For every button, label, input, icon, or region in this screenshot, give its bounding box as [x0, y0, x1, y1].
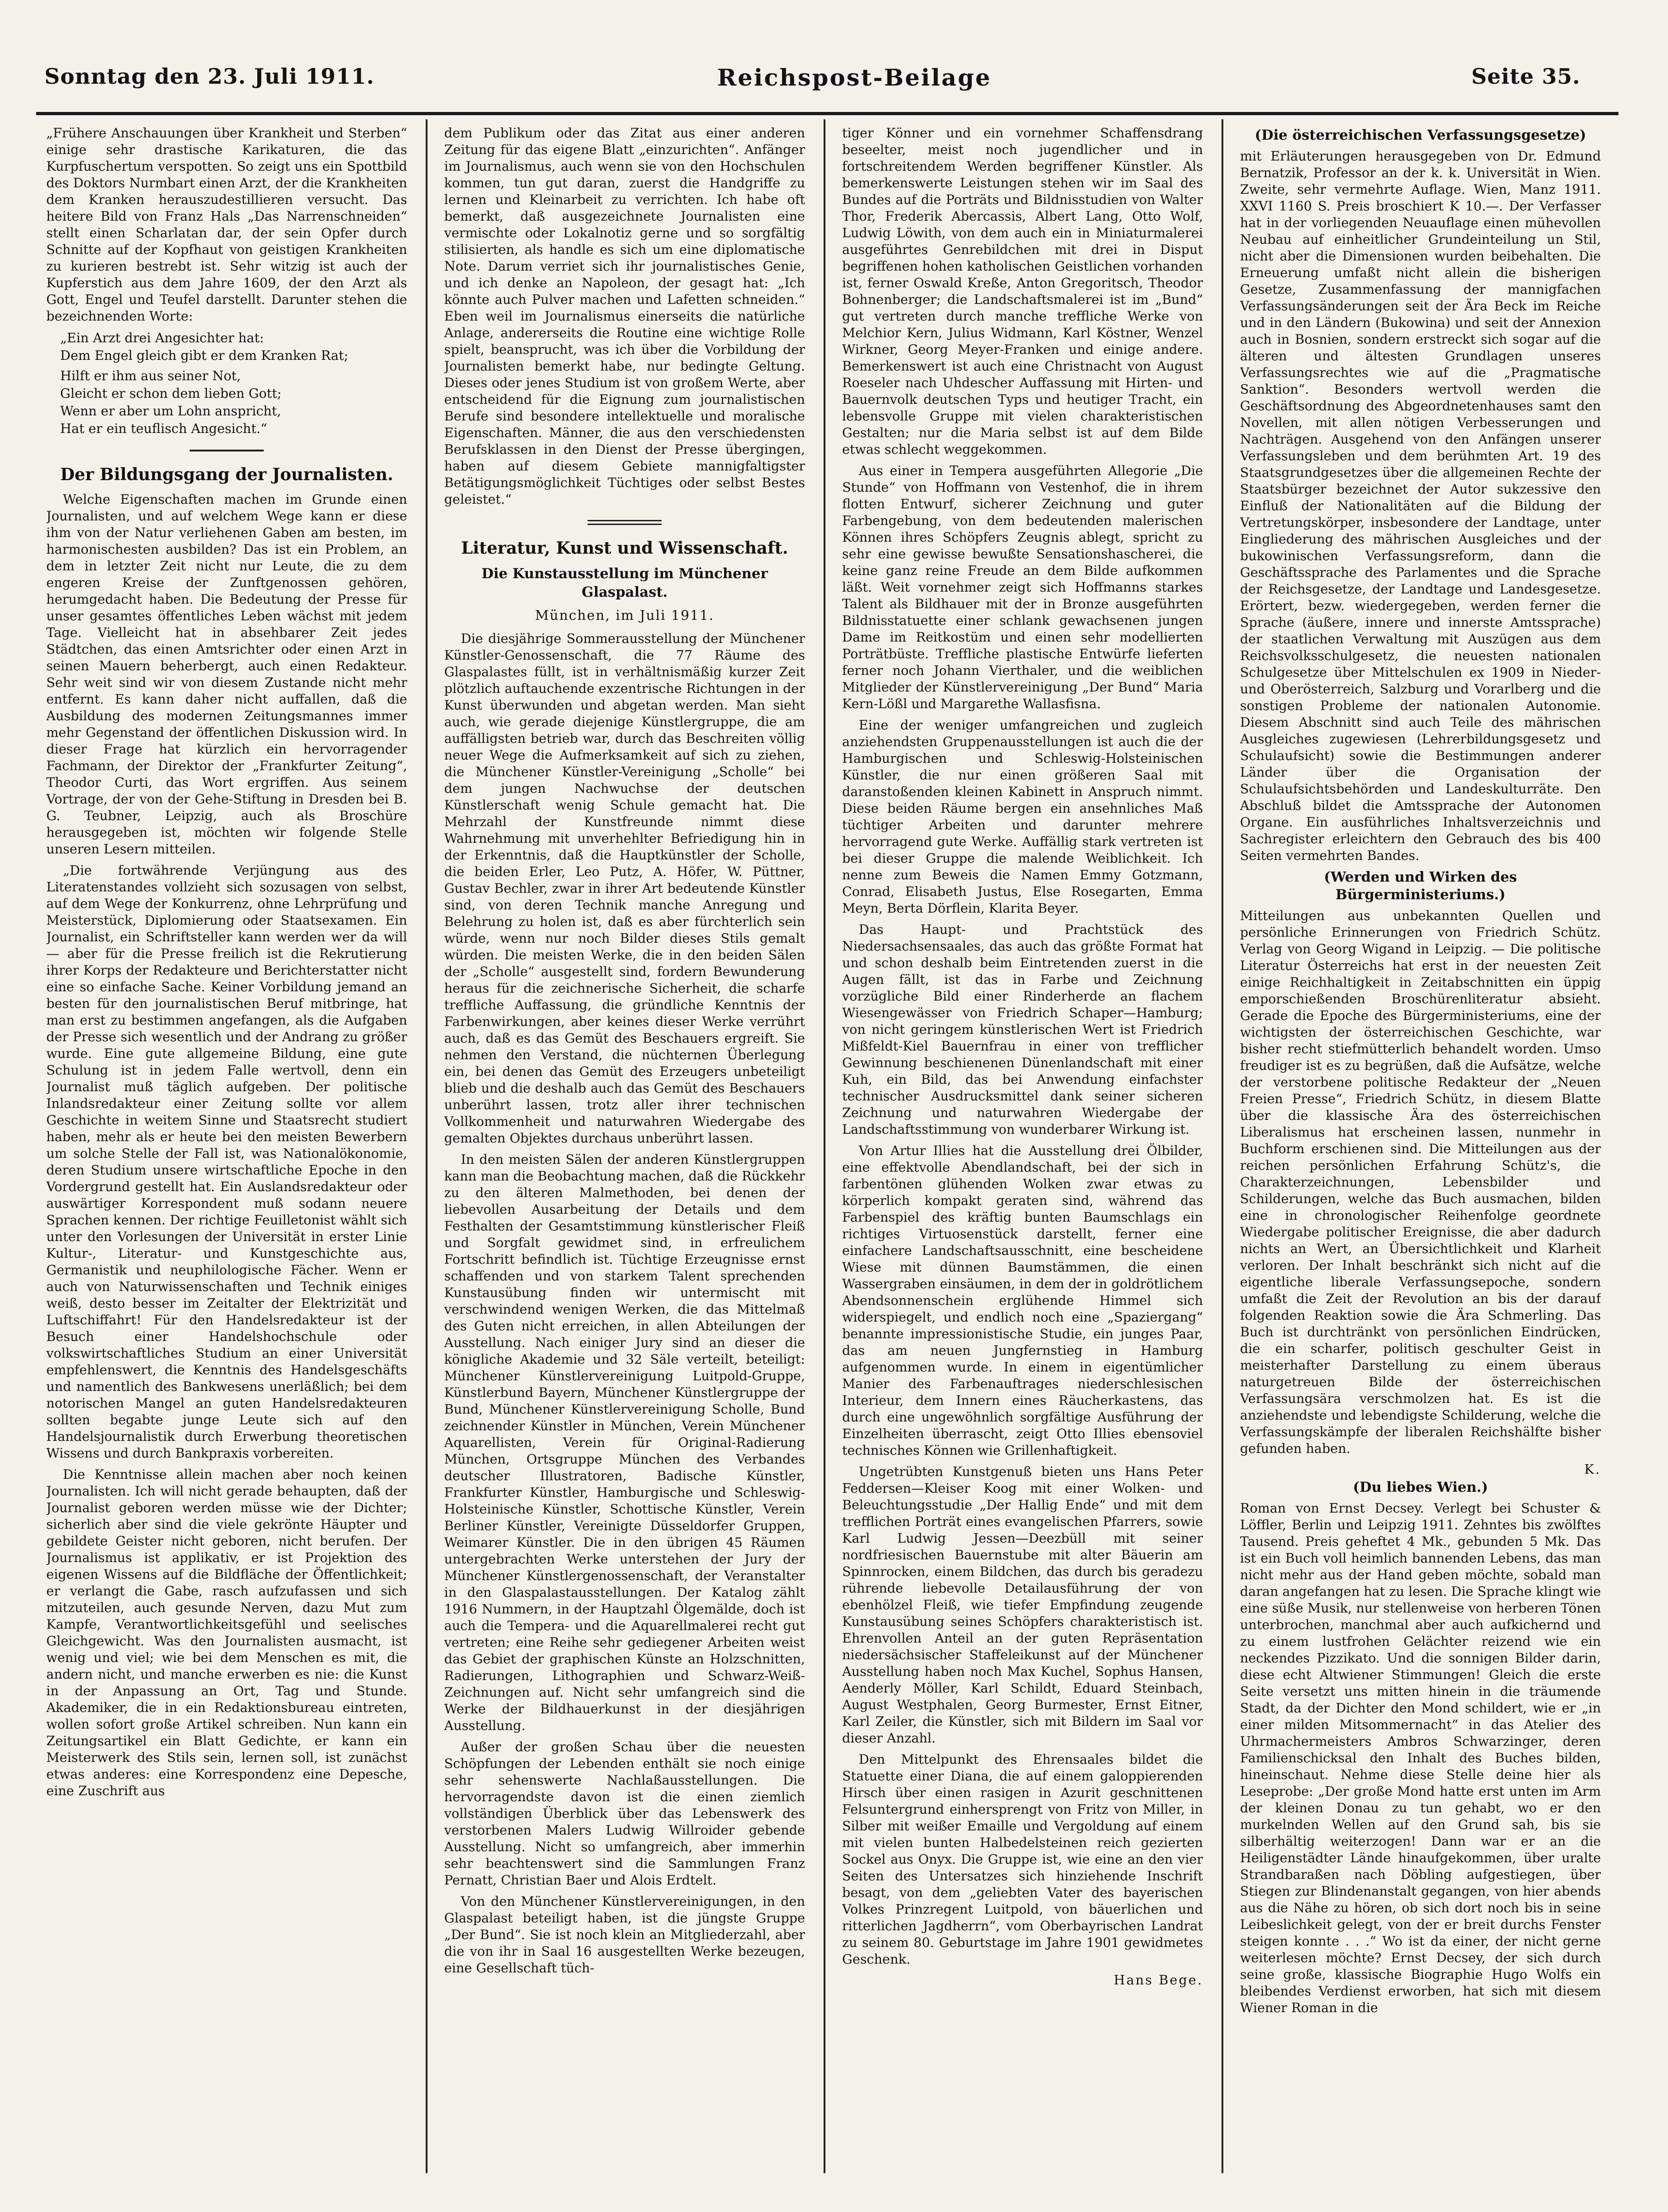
- col2-paragraph-1: dem Publikum oder das Zitat aus einer anderen Zeitung für das eigene Blatt „einzurichten“. Anfänger im Journalismus, auch wenn sie von den Hochschulen kommen, tun gut daran, zuerst die Handgriffe zu lernen und Kleinarbeit zu verrichten. Ich habe oft bemerkt, daß ausgezeichnete Journalisten eine vermischte oder Lokalnotiz gerne und so sorgfältig stilisierten, als handle es sich um eine diplomatische Note. Darum verriet sich ihr journalistisches Genie, und ich denke an Napoleon, der gesagt hat: „Ich könnte auch Pulver machen und Lafetten schneiden.“ Eben weil im Journalismus einerseits die natürliche Anlage, andererseits die Routine eine wichtige Rolle spielt, beansprucht, was ich über die Vorbildung der Journalisten bemerkt habe, nur bedingte Geltung. Dieses oder jenes Studium ist von großem Werte, aber entscheidend für die Eignung zum journalistischen Berufe sind besondere intellektuelle und moralische Eigenschaften. Männer, die aus den verschiedensten Berufsklassen in den Dienst der Presse übergingen, haben auf diesem Gebiete mannigfaltigster Betätigungsmöglichkeit Tüchtiges oder selbst Bestes geleistet.“: [444, 125, 805, 507]
- column-rule-2: [824, 119, 825, 2173]
- section-divider: [588, 520, 662, 521]
- column-rule-3: [1222, 119, 1223, 2173]
- col1-paragraph-2: Welche Eigenschaften machen im Grunde einen Journalisten, und auf welchem Wege kann er diese ihm von der Natur verliehenen Gaben am besten, im harmonischesten ausbilden? Das ist ein Problem, an dem in letzter Zeit nicht nur Leute, die zu dem engeren Kreise der Zunftgenossen gehören, herumgedacht haben. Die Bedeutung der Presse für unser gesamtes öffentliches Leben wächst mit jedem Tage. Vielleicht hat in absehbarer Zeit jedes Städtchen, das einen Amtsrichter oder einen Arzt in seinen Mauern beherbergt, auch einen Redakteur. Sehr weit sind wir von diesem Zustande nicht mehr entfernt. Es kann daher nicht auffallen, daß die Ausbildung des modernen Zeitungsmannes immer mehr Gegenstand der öffentlichen Diskussion wird. In dieser Frage hat kürzlich ein hervorragender Fachmann, der Direktor der „Frankfurter Zeitung“, Theodor Curti, das Wort ergriffen. Aus seinem Vortrage, der von der Gehe-Stiftung in Dresden bei B. G. Teubner, Leipzig, auch als Broschüre herausgegeben ist, möchten wir folgende Stelle unseren Lesern mitteilen.: [46, 492, 407, 857]
- col2-paragraph-2: Die diesjährige Sommerausstellung der Münchener Künstler-Genossenschaft, die 77 Räume des Glaspalastes füllt, ist in verhältnismäßig kurzer Zeit plötzlich auftauchende exzentrische Richtungen in der Kunst überwunden und abgetan werden. Man sieht auch, wie gerade diejenige Künstlergruppe, die am auffälligsten betrieb war, durch das Beschreiten völlig neuer Wege die Aufmerksamkeit auf sich zu ziehen, die Münchener Künstler-Vereinigung „Scholle“ bei dem jungen Nachwuchse der deutschen Künstlerschaft wenig Schule gemacht hat. Die Mehrzahl der Kunstfreunde nimmt diese Wahrnehmung mit unverhehlter Befriedigung hin in der Erkenntnis, daß die Hauptkünstler der Scholle, die beiden Erler, Leo Putz, A. Höfer, W. Püttner, Gustav Bechler, zwar in ihrer Art bedeutende Künstler sind, von deren Technik manche Anregung und Belehrung zu holen ist, daß es aber fürchterlich sein würde, wenn nur noch Bilder dieses Stils gemalt würden. Die meisten Werke, die in den beiden Sälen der „Scholle“ ausgestellt sind, fordern Bewunderung heraus für die zeichnerische Sicherheit, die scharfe treffliche Auffassung, die gründliche Kenntnis der Farbenwirkungen, aber keines dieser Werke verrührt auch, daß es das Gemüt des Beschauers ergreift. Sie nehmen den Verstand, die nüchternen Überlegung ein, bei denen das Gemüt des Erzeugers unbeteiligt blieb und die deshalb auch das Gemüt des Beschauers unberührt lassen, trotz aller ihrer technischen Vollkommenheit und naturwahren Wiedergabe des gemalten Objektes durchaus unberührt lassen.: [444, 631, 805, 1146]
- col1-paragraph-3: „Die fortwährende Verjüngung aus des Literatenstandes vollzieht sich sozusagen von selbst, auf dem Wege der Konkurrenz, ohne Lehrprüfung und Meisterstück, Diplomierung oder Staatsexamen. Ein Journalist, ein Schriftsteller kann werden wer da will — aber für die Presse freilich ist die Rekrutierung ihrer Korps der Redakteure und Berichterstatter nicht eine so einfache Sache. Keiner Vorbildung jemand an besten für den journalistischen Beruf mitbringe, hat man erst zu bestimmen angefangen, als die Aufgaben der Presse sich wesentlich und der Andrang zu größer wurde. Eine gute allgemeine Bildung, eine gute Schulung ist in jedem Falle wertvoll, denn ein Journalist muß täglich aufgeben. Der politische Inlandsredakteur einer Zeitung sollte vor allem Geschichte in weitem Sinne und Staatsrecht studiert haben, mehr als er heute bei den meisten Bewerbern um solche Stelle der Fall ist, was Nationalökonomie, deren Studium unsere wirtschaftliche Epoche in den Vordergrund gestellt hat. Ein Auslandsredakteur oder auswärtiger Korrespondent muß sodann neuere Sprachen kennen. Der richtige Feuilletonist wählt sich unter den Vorlesungen der Universität in erster Linie Kultur-, Literatur- und Kunstgeschichte aus, Germanistik und neuphilologische Fächer. Wenn er auch von Naturwissenschaften und Technik einiges weiß, desto besser im Zeitalter der Elektrizität und Luftschiffahrt! Für den Handelsredakteur ist der Besuch einer Handelshochschule oder volkswirtschaftliches Studium an einer Universität empfehlenswert, die Kenntnis des Handelsgeschäfts und namentlich des Bankwesens unerläßlich; bei dem notorischen Mangel an guten Handelsredakteuren sollten begabte junge Leute sich auf den Handelsjournalistik durch Erwerbung theoretischen Wissens und durch Bankpraxis vorbereiten.: [46, 863, 407, 1461]
- column-1: [46, 125, 407, 2169]
- section-divider: [190, 450, 264, 451]
- review-head-buergerministerium: (Werden und Wirken des Bürgerministeriums.): [1324, 869, 1517, 903]
- review-buergerministerium: Mitteilungen aus unbekannten Quellen und persönliche Erinnerungen von Friedrich Schütz. Verlag von Georg Wigand in Leipzig. — Die politische Literatur Österreichs hat erst in der neuesten Zeit einige Reichhaltigkeit in Zeitabschnitten ein üppig emporschießenden Broschürenliteratur absieht. Gerade die Epoche des Bürgerministeriums, eine der wichtigsten der österreichischen Geschichte, war bisher recht stiefmütterlich behandelt worden. Umso freudiger ist es zu begrüßen, daß die Aufsätze, welche der verstorbene politische Redakteur der „Neuen Freien Presse“, Friedrich Schütz, in diesem Blatte über die klassische Ära des österreichischen Liberalismus hat erscheinen lassen, nunmehr in Buchform erschienen sind. Die Mitteilungen aus der reichen persönlichen Erfahrung Schütz's, die Charakterzeichnungen, Lebensbilder und Schilderungen, welche das Buch ausmachen, bilden eine in chronologischer Reihenfolge geordnete Wiedergabe politischer Ereignisse, die aber dadurch nichts an Wert, an Übersichtlichkeit und Klarheit verloren. Der Inhalt beschränkt sich nicht auf die eigentliche liberale Verfassungsepoche, sondern umfaßt die Zeit der Revolution an bis der darauf folgenden Reaktion sowie die Ära Schmerling. Das Buch ist durchtränkt von persönlichen Eindrücken, die ein scharfer, politisch geschulter Geist in meisterhafter Darstellung zu einem überaus naturgetreuen Bilde der österreichischen Verfassungsära verschmolzen hat. Es ist die anziehendste und lebendigste Schilderung, welche die Verfassungskämpfe der liberalen Reichshälfte bisher gefunden haben.: [1240, 908, 1601, 1456]
- col1-paragraph-1: „Frühere Anschauungen über Krankheit und Sterben“ einige sehr drastische Karikaturen, die das Kurpfuschertum verspotten. So zeigt uns ein Spottbild des Doktors Nurmbart einen Arzt, der die Krankheiten dem Kranken herauszudestillieren versucht. Das heitere Bild von Franz Hals „Das Narrenschneiden“ stellt einen Scharlatan dar, der sein Opfer durch Schnitte auf der Kopfhaut von geistigen Krankheiten zu kurieren bestrebt ist. Sehr witzig ist auch der Kupferstich aus dem Jahre 1609, der den Arzt als Gott, Engel und Teufel darstellt. Darunter stehen die bezeichnenden Worte:: [46, 125, 407, 324]
- page-number: Seite 35.: [1471, 64, 1581, 89]
- review-head-liebes-wien: (Du liebes Wien.): [1353, 1479, 1488, 1495]
- author-signature: Hans Bege.: [1114, 1972, 1203, 1988]
- column-3: [842, 125, 1203, 2169]
- column-rule-1: [426, 119, 428, 2173]
- col3-paragraph-3: Eine der weniger umfangreichen und zugleich anziehendsten Gruppenausstellungen ist auch die der Hamburgischen und Schleswig-Holsteinischen Künstler, die nur einen größeren Saal mit daranstoßenden kleinen Kabinett in Anspruch nimmt. Diese beiden Räume bergen ein ansehnliches Maß tüchtiger Arbeiten und darunter mehrere hervorragend gute Werke. Auffällig stark vertreten ist bei dieser Gruppe die malende Weiblichkeit. Ich nenne zum Beweis die Namen Emmy Gotzmann, Conrad, Elisabeth Justus, Else Rosegarten, Emma Meyn, Berta Dörflein, Klarita Beyer.: [842, 717, 1203, 916]
- section-title-literatur: Literatur, Kunst und Wissenschaft.: [461, 538, 788, 558]
- col2-paragraph-4: Außer der großen Schau über die neuesten Schöpfungen der Lebenden enthält sie noch einige sehr sehenswerte Nachlaßausstellungen. Die hervorragendste davon ist die einen ziemlich vollständigen Überblick über das Lebenswerk des verstorbenen Malers Ludwig Willroider gebende Ausstellung. Nicht so umfangreich, aber immerhin sehr beachtenswert sind die Sammlungen Franz Pernatt, Christian Baer und Alois Erdtelt.: [444, 1739, 805, 1888]
- section-title-journalisten: Der Bildungsgang der Journalisten.: [60, 465, 393, 484]
- col3-paragraph-2: Aus einer in Tempera ausgeführten Allegorie „Die Stunde“ von Hoffmann von Vestenhof, die in ihrem flotten Entwurf, sicherer Zeichnung und guter Farbengebung, von dem bedeutenden malerischen Können ihres Schöpfers Zeugnis ablegt, spricht zu sehr eine gewisse bewußte Sensationshascherei, die keine ganz reine Freude an dem Bilde aufkommen läßt. Weit vornehmer zeigt sich Hoffmanns starkes Talent als Bildhauer mit der in Bronze ausgeführten Bildnisstatuette einer schlank gewachsenen jungen Dame im Reitkostüm und einen sehr modellierten Porträtbüste. Treffliche plastische Entwürfe lieferten ferner noch Johann Vierthaler, und die weiblichen Mitglieder der Künstlervereinigung „Der Bund“ Maria Kern-Lößl und Margarethe Wallasfisna.: [842, 463, 1203, 711]
- masthead: Reichspost-Beilage: [717, 64, 992, 91]
- verse-stanza-1: „Ein Arzt drei Angesichter hat: Dem Engel gleich gibt er dem Kranken Rat;: [60, 330, 348, 363]
- col2-paragraph-3: In den meisten Sälen der anderen Künstlergruppen kann man die Beobachtung machen, daß die Rückkehr zu den älteren Malmethoden, bei denen der liebevollen Ausarbeitung der Details und dem Festhalten der Gesamtstimmung künstlerischer Fleiß und Sorgfalt gewidmet sind, in erfreulichem Fortschritt befindlich ist. Tüchtige Erzeugnisse ernst schaffenden und von starkem Talent sprechenden Kunstausübung finden wir untermischt mit verschwindend wenigen Werken, die das Mittelmaß des Guten nicht erreichen, in allen Abteilungen der Ausstellung. Nach einiger Jury sind an dieser die königliche Akademie und 32 Säle verteilt, beteiligt: Münchener Künstlervereinigung Luitpold-Gruppe, Künstlerbund Bayern, Münchener Künstlergruppe der Bund, Münchener Künstlervereinigung Scholle, Bund zeichnender Künstler in München, Verein Münchener Aquarellisten, Verein für Original-Radierung München, Ortsgruppe München des Verbandes deutscher Illustratoren, Badische Künstler, Frankfurter Künstler, Hamburgische und Schleswig-Holsteinische Künstler, Schottische Künstler, Verein Berliner Künstler, Vereinigte Düsseldorfer Gruppen, Weimarer Künstler. Die in den übrigen 45 Räumen untergebrachten Werke unterstehen der Jury der Münchener Künstlergenossenschaft, der Veranstalter in den Glaspalastausstellungen. Der Katalog zählt 1916 Nummern, in der Hauptzahl Ölgemälde, doch ist auch die Tempera- und die Aquarellmalerei recht gut vertreten; eine Reihe sehr gediegener Arbeiten weist das Gebiet der graphischen Künste an Holzschnitten, Radierungen, Lithographien und Schwarz-Weiß-Zeichnungen auf. Nicht sehr umfangreich sind die Werke der Bildhauerkunst in der diesjährigen Ausstellung.: [444, 1152, 805, 1733]
- page-date: Sonntag den 23. Juli 1911.: [44, 64, 375, 89]
- review-head-verfassungsgesetze: (Die österreichischen Verfassungsgesetze): [1254, 127, 1587, 143]
- review-verfassungsgesetze: mit Erläuterungen herausgegeben von Dr. Edmund Bernatzik, Professor an der k. k. Universität in Wien. Zweite, sehr vermehrte Auflage. Wien, Manz 1911. XXVI 1160 S. Preis broschiert K 10.—. Der Verfasser hat in der vorliegenden Neuauflage einen mühevollen Neubau auf einheitlicher Grundeinteilung un Stil, nicht aber die Dimensionen wurden beibehalten. Die Erneuerung umfaßt nicht allein die bisherigen Gesetze, Zusammenfassung der mannigfachen Verfassungsänderungen seit der Ära Beck im Reiche und in den Ländern (Bukowina) und seit der Annexion auch in Bosnien, sondern erstreckt sich sogar auf die älteren und ältesten Grundlagen unseres Verfassungsrechtes wie auf die „Pragmatische Sanktion“. Besonders wertvoll werden die Geschäftsordnung des Abgeordnetenhauses samt den Novellen, mit allen nötigen Verbesserungen und Nachträgen. Ausgehend von den Anfängen unserer Verfassungsleben und dem berühmten Art. 19 des Staatsgrundgesetzes über die allgemeinen Rechte der Staatsbürger bezeichnet der Autor sukzessive den Einfluß der Nationalitäten auf die Bildung der Vertretungskörper, insbesondere der Landtage, unter Eingliederung des mährischen Ausgleiches und der bukowinischen Verfassungsreform, dann die Geschäftssprache des Parlamentes und die Sprache der Reichsgesetze, der Landtage und Landesgesetze. Erörtert, bezw. wiedergegeben, werden ferner die Sprache (äußere, innere und innerste Amtssprache) der staatlichen Verwaltung mit Auszügen aus dem Reichsvolksschulgesetz, die neuesten nationalen Schulgesetze über Mittelschulen ex 1909 in Nieder- und Oberösterreich, Salzburg und Vorarlberg und die sonstigen Probleme der nationalen Autonomie. Diesem Abschnitt sind auch Teile des mährischen Ausgleiches zugewiesen (Lehrerbildungsgesetz und Schulaufsicht) sowie die Bestimmungen anderer Länder über die Organisation der Schulaufsichtsbehörden und Landeskulturräte. Den Abschluß bildet die Amtssprache der Autonomen Organe. Ein ausführliches Inhaltsverzeichnis und Sachregister erleichtern den Gebrauch des bis 400 Seiten vermehrten Bandes.: [1240, 148, 1601, 863]
- col1-paragraph-4: Die Kenntnisse allein machen aber noch keinen Journalisten. Ich will nicht gerade behaupten, daß der Journalist geboren werden müsse wie der Dichter; sicherlich aber sind die viele gekrönte Häupter und gebildete Geister nicht geboren, nicht berufen. Der Journalismus ist applikativ, er ist Projektion des eigenen Wissens auf die Bildfläche der Öffentlichkeit; er verlangt die Gabe, rasch aufzufassen und sich mitzuteilen, auch gesunde Nerven, dazu Mut zum Kampfe, Verantwortlichkeitsgefühl und seelisches Gleichgewicht. Was den Journalisten ausmacht, ist wenig und viel; wie bei dem Menschen es mit, die andern nicht, und manche erwerben es nie: die Kunst in der Anpassung an Ort, Tag und Stunde. Akademiker, die in ein Redaktionsbureau eintreten, wollen sofort große Artikel schreiben. Nun kann ein Zeitungsartikel ein Blatt Gedichte, er kann ein Meisterwerk des Stils sein, lernen soll, ist zunächst etwas anderes: eine Korrespondenz eine Depesche, eine Zuschrift aus: [46, 1467, 407, 1798]
- dateline: München, im Juli 1911.: [535, 607, 714, 623]
- review-liebes-wien: Roman von Ernst Decsey. Verlegt bei Schuster & Löffler, Berlin und Leipzig 1911. Zehntes bis zwölftes Tausend. Preis geheftet 4 Mk., gebunden 5 Mk. Das ist ein Buch voll heimlich bannenden Lebens, das man nicht mehr aus der Hand geben möchte, sobald man daran angefangen hat zu lesen. Die Sprache klingt wie eine süße Musik, nur stellenweise von herberen Tönen unterbrochen, manchmal aber auch aufkichernd und zu einem lustfrohen Gelächter reizend wie ein neckendes Pizzikato. Und die sonnigen Bilder darin, diese echt Altwiener Stimmungen! Gleich die erste Seite versetzt uns mitten hinein in die träumende Stadt, da der Dichter den Mond schildert, wie er „in einer milden Mitsommernacht“ in das Atelier des Uhrmachermeisters Ambros Schwarzinger, deren Familienschicksal den Inhalt des Buches bilden, hineinschaut. Nehme diese Stelle deine hier als Leseprobe: „Der große Mond hatte erst unten im Arm der kleinen Donau zu tun gehabt, wo er den murkelnden Wellen auf den Grund sah, bis sie silberhältig weiterzogen! Dann war er an die Heiligenstädter Lände hinaufgekommen, über uralte Strandbaraßen nach Döbling aufgestiegen, über Stiegen zur Blindenanstalt gegangen, von hier abends aus die Nähe zu hören, ob sich dort noch bis in seine Leibeslichkeit gelegt, von der er breit durchs Fenster steigen konnte . . .“ Wo ist da einer, der nicht gerne weiterlesen möchte? Ernst Decsey, der sich durch seine große, klassische Biographie Hugo Wolfs ein bleibendes Verdienst erworben, hat sich mit diesem Wiener Roman in die: [1240, 1501, 1601, 2015]
- col3-paragraph-5: Von Artur Illies hat die Ausstellung drei Ölbilder, eine effektvolle Abendlandschaft, bei der sich in farbentönen glühenden Wolken zwar etwas zu körperlich kompakt geraten sind, während das Farbenspiel des kräftig bunten Baumschlags ein richtiges Virtuosenstück darstellt, ferner eine einfachere Landschaftsausschnitt, eine bescheidene Wiese mit dünnen Baumstämmen, die einen Wassergraben einsäumen, in dem der in goldrötlichem Abendsonnenschein erglühende Himmel sich widerspiegelt, und endlich noch eine „Spaziergang“ benannte impressionistische Studie, ein junges Paar, das am neuen Jungfernstieg in Hamburg aufgenommen wurde. In einem in eigentümlicher Manier des Farbenauftrages niederschlesischen Interieur, dem Innern eines Räucherkastens, das durch eine ungewöhnlich sorgfältige Ausführung der Einzelheiten überrascht, zeigt Otto Illies ebensoviel technisches Können wie Grillenhaftigkeit.: [842, 1143, 1203, 1458]
- column-2: [444, 125, 805, 2169]
- col3-paragraph-4: Das Haupt- und Prachtstück des Niedersachsensaales, das auch das größte Format hat und schon deshalb beim Eintretenden zuerst in die Augen fällt, ist das in Farbe und Zeichnung vorzügliche Bild einer Rinderherde an flachem Wiesengewässer von Friedrich Schaper—Hamburg; von nicht geringem künstlerischen Wert ist Friedrich Mißfeldt-Kiel Bauernfrau in einer von trefflicher Gewinnung beschienenen Dünenlandschaft mit einer Kuh, ein Bild, das bei Anwendung einfachster technischer Ausdrucksmittel dank seiner sicheren Zeichnung und naturwahren Wiedergabe der Landschaftsstimmung von wunderbarer Wirkung ist.: [842, 922, 1203, 1137]
- col3-paragraph-7: Den Mittelpunkt des Ehrensaales bildet die Statuette einer Diana, die auf einem galoppierenden Hirsch über einen rasigen in Azurit geschnittenen Felsuntergrund einhersprengt von Fritz von Miller, in Silber mit weißer Emaille und Vergoldung auf einem mit vielen bunten Halbedelsteinen reich gezierten Sockel aus Onyx. Die Gruppe ist, wie eine an den vier Seiten des Untersatzes sich hinziehende Inschrift besagt, von dem „geliebten Vater des bayerischen Volkes Prinzregent Luitpold, von bäuerlichen und ritterlichen Jagdherrn“, vom Oberbayrischen Landrat zu seinem 80. Geburtstage im Jahre 1901 gewidmetes Geschenk.: [842, 1752, 1203, 1967]
- verse-stanza-2: Hilft er ihm aus seiner Not, Gleicht er schon dem lieben Gott; Wenn er aber um Lohn anspricht, Hat er ein teuflisch Angesicht.“: [60, 368, 282, 436]
- column-4: [1240, 125, 1601, 2169]
- article-title-kunstausstellung: Die Kunstausstellung im Münchener Glaspalast.: [481, 566, 768, 600]
- col3-paragraph-6: Ungetrübten Kunstgenuß bieten uns Hans Peter Feddersen—Kleiser Koog mit einer Wolken- und Beleuchtungsstudie „Der Hallig Ende“ und mit dem trefflichen Porträt eines evangelischen Pfarrers, sowie Karl Ludwig Jessen—Deezbüll mit seiner nordfriesischen Bauernstube mit alter Bäuerin am Spinnrocken, einem Bildchen, das durch bis geradezu rührende liebevolle Detailausführung der von ebenhölzel Fleiß, wie tiefer Empfindung zeugende Kunstausübung seines Schöpfers charakteristisch ist. Ehrenvollen Anteil an der guten Repräsentation niedersächsischer Staffeleikunst auf der Münchener Ausstellung haben noch Max Kuchel, Sophus Hansen, Aenderly Möller, Karl Schildt, Eduard Steinbach, August Westphalen, Georg Burmester, Ernst Eitner, Karl Zeiler, die Künstler, sich mit Bildern im Saal vor dieser Anzahl.: [842, 1464, 1203, 1746]
- col3-paragraph-1: tiger Könner und ein vornehmer Schaffensdrang beseelter, meist noch jugendlicher und in fortschreitendem Werden begriffener Künstler. Als bemerkenswerte Leistungen stehen wir im Saal des Bundes auf die Porträts und Bildnisstudien von Walter Thor, Frederik Abercassis, Albert Lang, Otto Wolf, Ludwig Löwith, von dem auch ein in Miniaturmalerei ausgeführtes Genrebildchen mit drei in Disput begriffenen hohen katholischen Geistlichen vorhanden ist, ferner Oswald Kreße, Anton Gregoritsch, Theodor Bohnenberger; die Landschaftsmalerei ist im „Bund“ gut vertreten durch manche treffliche Werke von Melchior Kern, Julius Widmann, Karl Köstner, Wenzel Wirkner, Georg Meyer-Franken und einige andere. Bemerkenswert ist auch eine Christnacht von August Roeseler nach Uhdescher Auffassung mit Hirten- und Bauernvolk deutschen Typs und heutiger Tracht, ein lebensvolle Gruppe mit vielen charakteristischen Gestalten; nur die Maria selbst ist auf dem Bilde etwas schlecht weggekommen.: [842, 125, 1203, 457]
- review-signature: K.: [1584, 1462, 1601, 1477]
- header-rule: [36, 112, 1618, 115]
- col2-paragraph-5: Von den Münchener Künstlervereinigungen, in den Glaspalast beteiligt haben, ist die jüngste Gruppe „Der Bund“. Sie ist noch klein an Mitgliederzahl, aber die von ihr in Saal 16 ausgestellten Werke bezeugen, eine Gesellschaft tüch-: [444, 1894, 805, 1976]
